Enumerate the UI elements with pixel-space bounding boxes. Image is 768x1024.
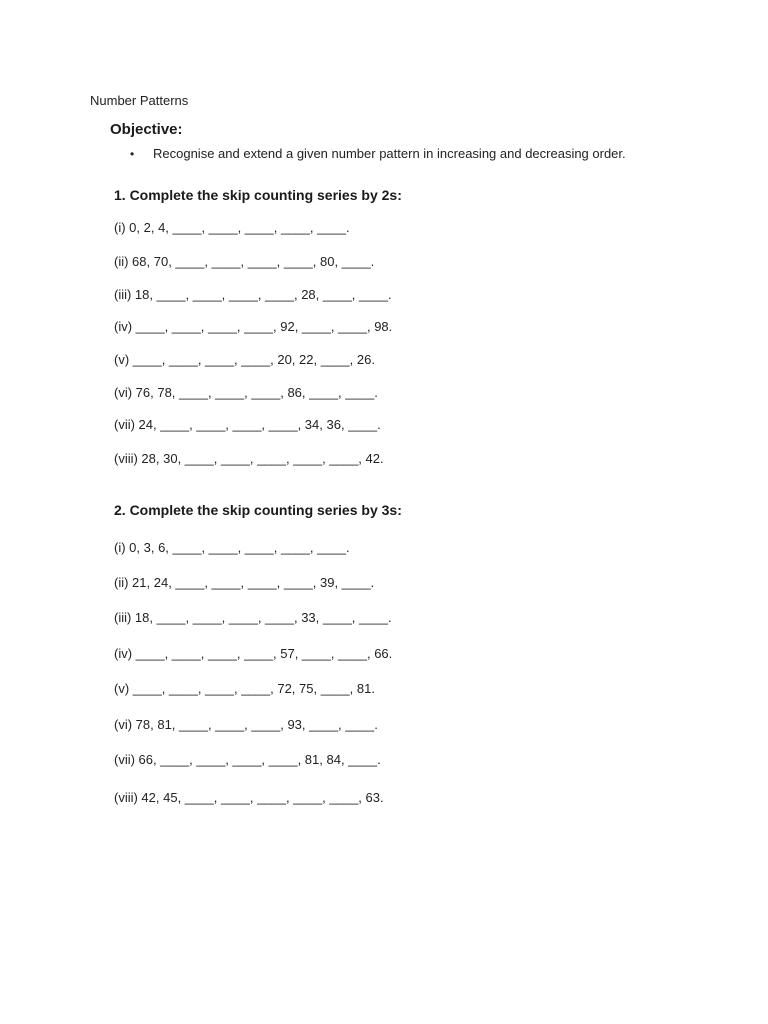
document-title: Number Patterns [90, 93, 189, 108]
section-2-question: (iv) ____, ____, ____, ____, 57, ____, ____, 66. [114, 646, 393, 661]
section-2-question: (ii) 21, 24, ____, ____, ____, ____, 39, ____. [114, 575, 375, 590]
section-1-question: (iv) ____, ____, ____, ____, 92, ____, ____, 98. [114, 319, 393, 334]
section-1-question: (ii) 68, 70, ____, ____, ____, ____, 80, ____. [114, 254, 375, 269]
section-1-heading: 1. Complete the skip counting series by 2s: [114, 187, 402, 203]
objective-list-item [130, 146, 626, 161]
section-1-question: (vi) 76, 78, ____, ____, ____, 86, ____, ____. [114, 385, 378, 400]
section-2-heading: 2. Complete the skip counting series by 3s: [114, 502, 402, 518]
section-2-question: (vi) 78, 81, ____, ____, ____, 93, ____, ____. [114, 717, 378, 732]
bullet-icon: • [130, 147, 135, 161]
section-1-question: (v) ____, ____, ____, ____, 20, 22, ____, 26. [114, 352, 375, 367]
objective-text: Recognise and extend a given number pattern in increasing and decreasing order. [153, 146, 626, 161]
objective-heading: Objective: [110, 121, 183, 138]
section-1-question: (viii) 28, 30, ____, ____, ____, ____, ____, 42. [114, 451, 384, 466]
section-2-question: (viii) 42, 45, ____, ____, ____, ____, ____, 63. [114, 790, 384, 805]
section-2-question: (v) ____, ____, ____, ____, 72, 75, ____, 81. [114, 681, 375, 696]
section-2-question: (vii) 66, ____, ____, ____, ____, 81, 84, ____. [114, 752, 381, 767]
section-1-question: (iii) 18, ____, ____, ____, ____, 28, ____, ____. [114, 287, 392, 302]
section-2-question: (iii) 18, ____, ____, ____, ____, 33, ____, ____. [114, 610, 392, 625]
section-2-question: (i) 0, 3, 6, ____, ____, ____, ____, ____. [114, 540, 350, 555]
section-1-question: (i) 0, 2, 4, ____, ____, ____, ____, ____. [114, 220, 350, 235]
section-1-question: (vii) 24, ____, ____, ____, ____, 34, 36, ____. [114, 417, 381, 432]
